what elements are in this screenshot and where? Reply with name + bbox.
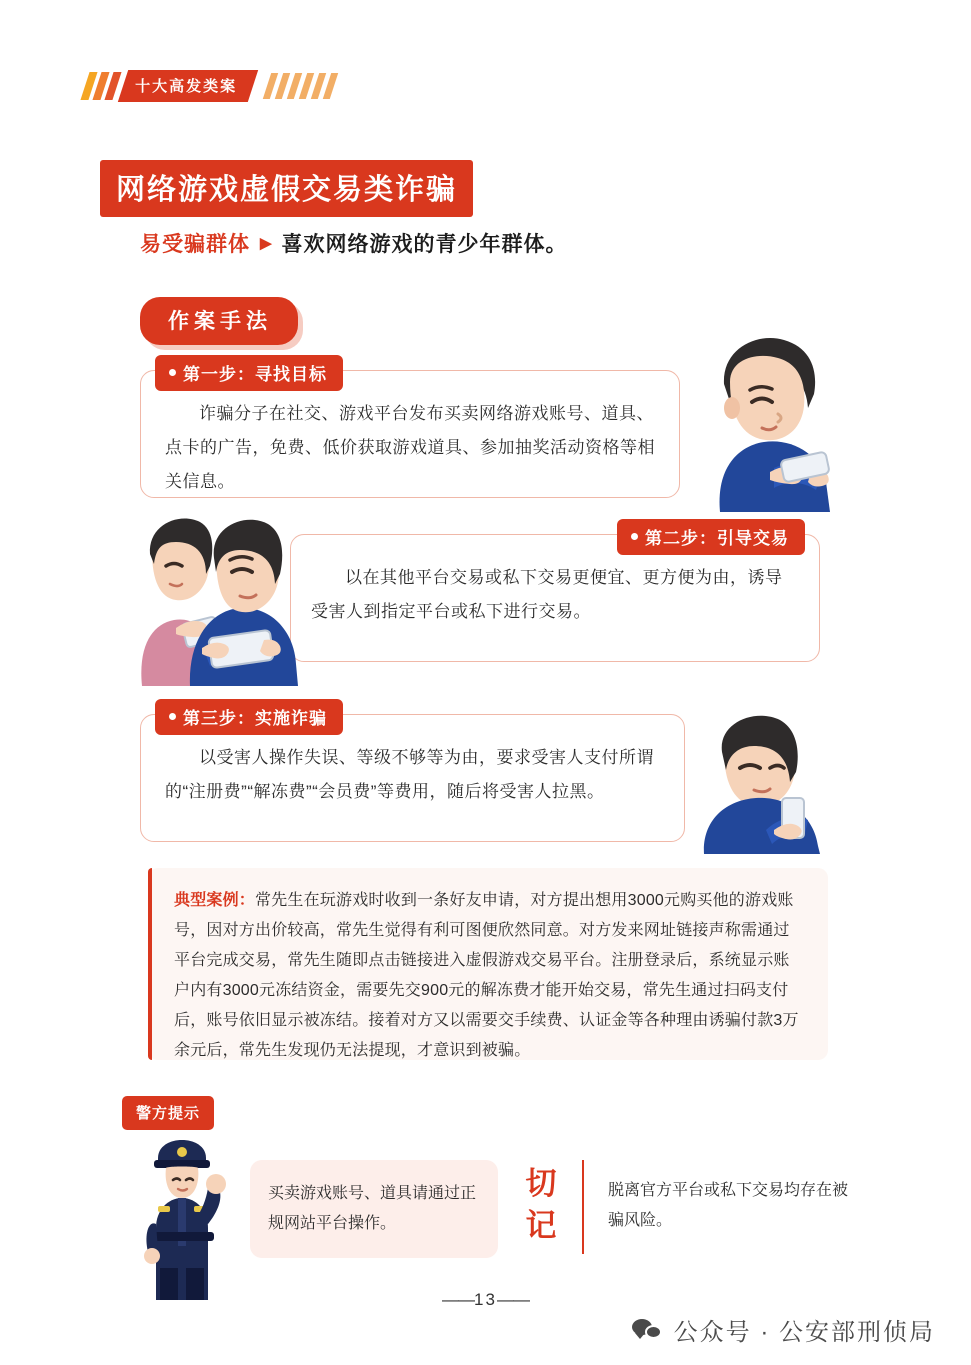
typical-case-label: 典型案例：	[174, 892, 256, 909]
police-tip-right-text: 脱离官方平台或私下交易均存在被骗风险。	[608, 1182, 849, 1229]
page-number	[0, 1290, 971, 1310]
step-1-body: 诈骗分子在社交、游戏平台发布买卖网络游戏账号、道具、点卡的广告，免费、低价获取游戏道具、参加抽奖活动资格等相关信息。	[165, 404, 655, 491]
typical-case-body: 常先生在玩游戏时收到一条好友申请，对方提出想用3000元购买他的游戏账号，因对方出价较高，常先生觉得有利可图便欣然同意。对方发来网址链接声称需通过平台完成交易，常先生随即点击链接进入虚假游戏交易平台。注册登录后，系统显示账户内有3000元冻结资金，需要先交900元的解冻费才能开始交易，常先生通过扫码支付后，账号依旧显示被冻结。接着对方又以需要交手续费、认证金等各种理由诱骗付款3万余元后，常先生发现仍无法提现，才意识到被骗。	[174, 892, 799, 1059]
step-1-label-text: 第一步：寻找目标	[183, 365, 327, 384]
footer-account-label: 公众号 · 公安部刑侦局	[673, 1319, 935, 1346]
step-1-label	[155, 355, 343, 391]
arrow-right-icon: ▶	[260, 235, 272, 252]
step-card-1	[140, 365, 680, 498]
page-number-value: 13	[474, 1290, 497, 1309]
page-number-right-bar: ——	[496, 1290, 529, 1309]
page-header	[85, 70, 339, 102]
wechat-icon	[632, 1317, 662, 1343]
remember-seal-text: 切记	[525, 1166, 557, 1244]
step-3-label-text: 第三步：实施诈骗	[183, 709, 327, 728]
header-category-tag	[118, 70, 258, 102]
step-3-body: 以受害人操作失误、等级不够等为由，要求受害人支付所谓的“注册费”“解冻费”“会员费”等费用，随后将受害人拉黑。	[165, 748, 654, 801]
step-2-label	[617, 519, 805, 555]
victim-group-label: 易受骗群体	[140, 233, 250, 256]
typical-case-box	[148, 868, 828, 1060]
header-category-label: 十大高发类案	[135, 78, 238, 95]
page-number-left-bar: ——	[442, 1290, 475, 1309]
bullet-dot-icon	[631, 533, 638, 540]
bullet-dot-icon	[169, 713, 176, 720]
police-tip-badge: 警方提示	[122, 1096, 214, 1130]
header-slashes-right-icon	[267, 73, 339, 99]
step-card-3	[140, 709, 685, 842]
page-title-block	[100, 160, 473, 217]
page-title: 网络游戏虚假交易类诈骗	[100, 160, 473, 217]
header-slashes-left-icon	[85, 72, 121, 100]
step-2-body: 以在其他平台交易或私下交易更便宜、更方便为由，诱导受害人到指定平台或私下进行交易。	[311, 568, 783, 621]
step-2-label-text: 第二步：引导交易	[645, 529, 789, 548]
illustration-policeman	[128, 1128, 238, 1300]
footer-account	[632, 1312, 935, 1347]
victim-group-row	[140, 228, 568, 258]
typical-case-text	[174, 886, 802, 1066]
illustration-two-people	[118, 500, 308, 686]
tip-divider	[582, 1160, 584, 1254]
victim-group-text: 喜欢网络游戏的青少年群体。	[281, 233, 568, 256]
bullet-dot-icon	[169, 369, 176, 376]
police-tip-bubble	[250, 1160, 498, 1258]
police-tip-bubble-text: 买卖游戏账号、道具请通过正规网站平台操作。	[268, 1185, 477, 1232]
step-card-2	[290, 529, 820, 662]
step-3-label	[155, 699, 343, 735]
illustration-person-with-smartphone	[670, 702, 850, 854]
method-section-badge: 作案手法	[140, 297, 298, 345]
illustration-teen-with-phone	[666, 322, 866, 512]
